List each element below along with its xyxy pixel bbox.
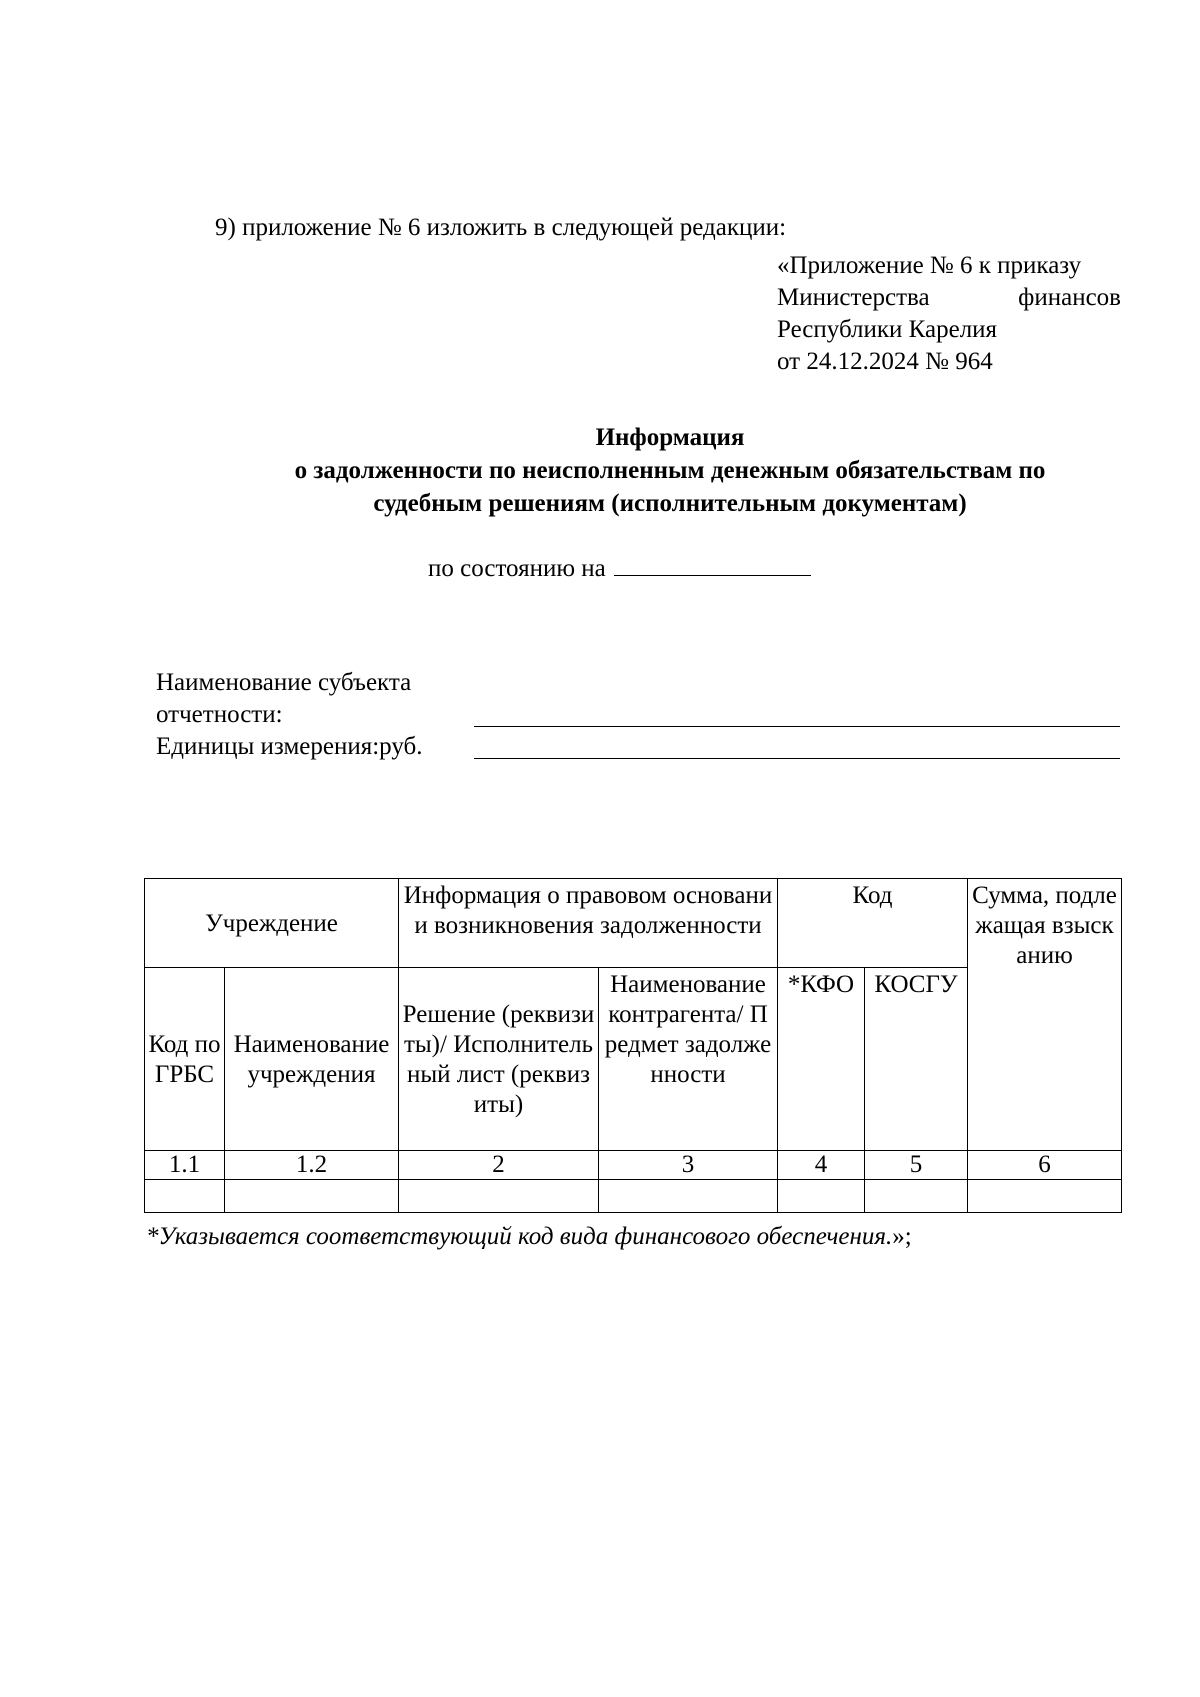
table-cell[interactable] <box>399 1180 599 1213</box>
appendix-stamp <box>777 250 1121 378</box>
appendix-line-2-left: Министерства <box>777 284 930 311</box>
column-number-row <box>145 1151 1122 1180</box>
as-of-label: по состоянию на <box>428 555 606 582</box>
footnote-tail: »; <box>892 1223 912 1250</box>
header-counterparty: Наименование контрагента/ Предмет задолженности <box>599 968 778 1151</box>
appendix-line-3: Республики Карелия <box>777 316 998 343</box>
appendix-line-2-right: финансов <box>1018 284 1121 311</box>
debt-table <box>144 878 1122 1213</box>
header-decision: Решение (реквизиты)/ Исполнительный лист (реквизиты) <box>399 968 599 1151</box>
title-line-2: о задолженности по неисполненным денежным обязательствам по <box>294 457 1046 484</box>
table-header-row-1 <box>145 879 1122 968</box>
appendix-line-1: «Приложение № 6 к приказу <box>777 252 1082 279</box>
units-label: Единицы измерения:руб. <box>156 733 423 760</box>
title-line-1: Информация <box>595 424 745 451</box>
footnote-text: *Указывается соответствующий код вида финансового обеспечения. <box>146 1223 893 1250</box>
title-line-3: судебным решениям (исполнительным документам) <box>373 490 967 517</box>
footnote <box>146 1222 912 1252</box>
table-cell[interactable] <box>599 1180 778 1213</box>
table-cell[interactable] <box>225 1180 399 1213</box>
subject-label-2: отчетности: <box>156 701 283 728</box>
header-kfo: *КФО <box>778 968 865 1151</box>
as-of-date-blank[interactable] <box>614 551 811 576</box>
column-number: 1.1 <box>145 1151 225 1180</box>
as-of-date <box>428 551 811 584</box>
column-number: 1.2 <box>225 1151 399 1180</box>
units-line[interactable] <box>474 758 1120 759</box>
subject-name-line[interactable] <box>474 726 1120 727</box>
header-grbs-code: Код по ГРБС <box>145 968 225 1151</box>
column-number: 4 <box>778 1151 865 1180</box>
appendix-line-2 <box>777 282 1121 314</box>
column-number: 3 <box>599 1151 778 1180</box>
column-number: 6 <box>968 1151 1122 1180</box>
header-institution: Учреждение <box>145 879 399 968</box>
table-cell[interactable] <box>145 1180 225 1213</box>
document-title <box>120 421 1200 520</box>
subject-label-1: Наименование субъекта <box>156 669 412 696</box>
column-number: 5 <box>865 1151 968 1180</box>
table-cell[interactable] <box>968 1180 1122 1213</box>
column-number: 2 <box>399 1151 599 1180</box>
header-kosgu: КОСГУ <box>865 968 968 1151</box>
header-legal-basis: Информация о правовом основании возникновения задолженности <box>399 879 778 968</box>
header-code: Код <box>778 879 968 968</box>
table-cell[interactable] <box>778 1180 865 1213</box>
appendix-line-4: от 24.12.2024 № 964 <box>777 348 993 375</box>
header-institution-name: Наименование учреждения <box>225 968 399 1151</box>
amendment-intro: 9) приложение № 6 изложить в следующей редакции: <box>215 214 787 241</box>
table-cell[interactable] <box>865 1180 968 1213</box>
header-amount: Сумма, подлежащая взысканию <box>968 879 1122 1151</box>
table-row <box>145 1180 1122 1213</box>
